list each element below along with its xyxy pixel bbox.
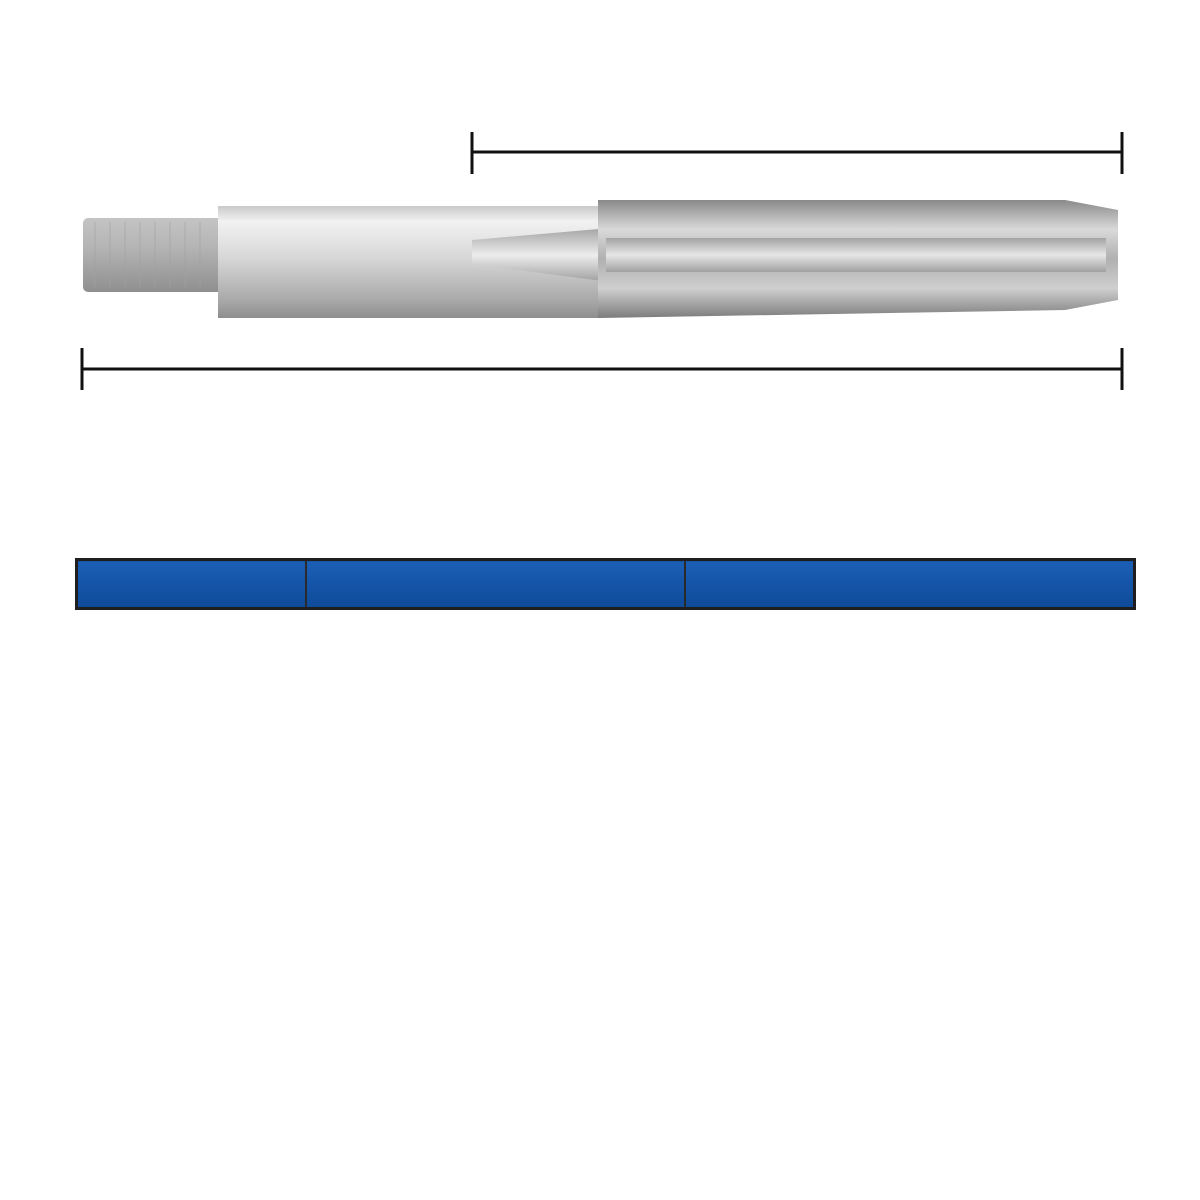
table-header-row xyxy=(77,560,1135,609)
tap-tool xyxy=(83,200,1118,318)
flute-length-dimension xyxy=(472,132,1122,174)
tap-square-drive xyxy=(83,218,225,292)
header-size xyxy=(77,560,306,609)
tap-dimension-diagram xyxy=(0,0,1200,460)
overall-length-dimension xyxy=(82,348,1122,390)
header-overall-length xyxy=(685,560,1135,609)
flute-center-band xyxy=(606,238,1106,272)
header-flute-length xyxy=(306,560,685,609)
tap-size-table xyxy=(75,558,1136,610)
